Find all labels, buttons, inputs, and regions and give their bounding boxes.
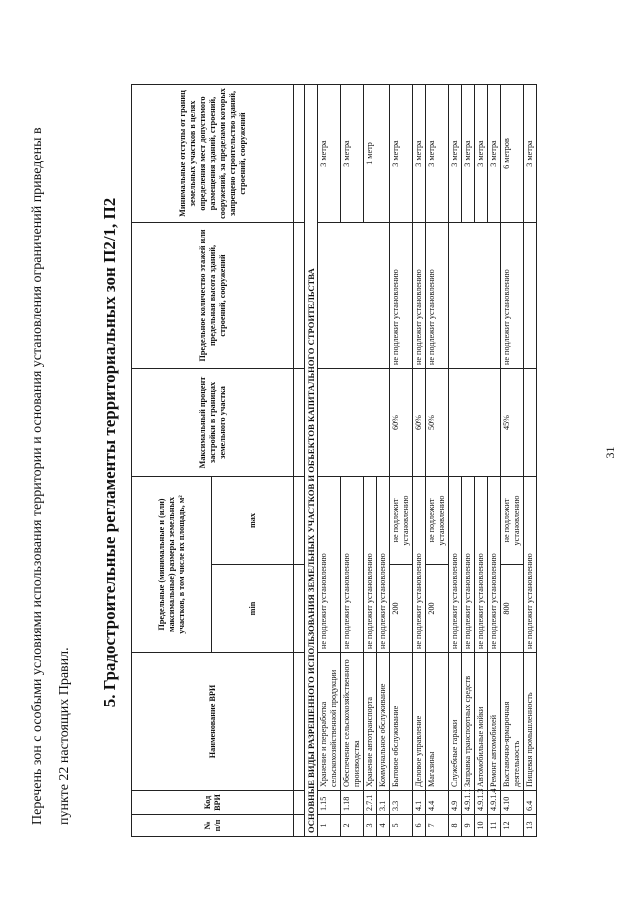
row-name: Пищевая промышленность <box>524 653 537 791</box>
header-floors: Предельное количество этажей или предельная высота зданий, строений, сооружений <box>132 223 294 369</box>
header-percent: Максимальный процент застройки в границах земельного участка <box>132 369 294 477</box>
row-name: Бытовое обслуживание <box>390 653 413 791</box>
row-code: 3.1 <box>377 791 390 815</box>
row-sizes: не подлежит установлению <box>413 477 426 653</box>
row-min: 800 <box>501 565 524 653</box>
row-sizes: не подлежит установлению <box>377 477 390 653</box>
row-code: 3.3 <box>390 791 413 815</box>
row-min: 200 <box>426 565 449 653</box>
row-percent <box>524 369 537 477</box>
row-code: 6.4 <box>524 791 537 815</box>
header-setback: Минимальные отступы от границ земельных участков в целях определения мест допустимого размещения зданий, строений, сооружений, за пределами которых запрещено строительство зданий, строений, сооружений <box>132 85 294 223</box>
row-code: 4.9.1.1 <box>462 791 475 815</box>
table-row <box>318 85 341 837</box>
row-sizes: не подлежит установлению <box>475 477 488 653</box>
row-name: Деловое управление <box>413 653 426 791</box>
row-name: Хранение и переработка сельскохозяйственной продукции <box>318 653 341 791</box>
row-max: не подлежит установлению <box>501 477 524 565</box>
row-setback: 1 метр <box>364 85 390 223</box>
row-percent: 60% <box>413 369 426 477</box>
row-name: Хранение автотранспорта <box>364 653 377 791</box>
section-heading: 5. Градостроительные регламенты территориальных зон П2/1, П2 <box>100 197 119 708</box>
row-floors: не подлежит установлению <box>501 223 524 369</box>
row-setback: 3 метра <box>462 85 475 223</box>
row-floors <box>318 223 390 369</box>
row-code: 4.9.1.3 <box>475 791 488 815</box>
row-setback: 3 метра <box>341 85 364 223</box>
row-code: 4.10 <box>501 791 524 815</box>
row-number: 6 <box>413 815 426 837</box>
table-row <box>413 85 426 837</box>
row-setback: 3 метра <box>524 85 537 223</box>
row-setback: 3 метра <box>426 85 449 223</box>
row-percent: 60% <box>390 369 413 477</box>
row-number: 3 <box>364 815 377 837</box>
row-number: 7 <box>426 815 449 837</box>
row-percent: 50% <box>426 369 449 477</box>
row-code: 4.9 <box>449 791 462 815</box>
row-setback: 3 метра <box>413 85 426 223</box>
row-number: 4 <box>377 815 390 837</box>
page-number: 31 <box>603 446 617 459</box>
row-sizes: не подлежит установлению <box>488 477 501 653</box>
header-code: Код ВРИ <box>132 791 294 815</box>
row-floors: не подлежит установлению <box>426 223 449 369</box>
row-name: Автомобильные мойки <box>475 653 488 791</box>
row-code: 4.1 <box>413 791 426 815</box>
row-code: 4.4 <box>426 791 449 815</box>
row-name: Заправка транспортных средств <box>462 653 475 791</box>
row-number: 12 <box>501 815 524 837</box>
row-min: 200 <box>390 565 413 653</box>
row-number: 10 <box>475 815 488 837</box>
row-sizes: не подлежит установлению <box>524 477 537 653</box>
header-min: min <box>212 565 294 653</box>
row-sizes: не подлежит установлению <box>449 477 462 653</box>
table-row <box>524 85 537 837</box>
row-sizes: не подлежит установлению <box>318 477 341 653</box>
header-max: max <box>212 477 294 565</box>
section-row: ОСНОВНЫЕ ВИДЫ РАЗРЕШЕННОГО ИСПОЛЬЗОВАНИЯ ЗЕМЕЛЬНЫХ УЧАСТКОВ И ОБЪЕКТОВ КАПИТАЛЬНОГО СТРОИТЕЛЬСТВА <box>305 85 318 837</box>
row-setback: 6 метров <box>501 85 524 223</box>
row-number: 1 <box>318 815 341 837</box>
row-percent <box>318 369 390 477</box>
row-code: 4.9.1.4 <box>488 791 501 815</box>
row-setback: 3 метра <box>390 85 413 223</box>
row-code: 1.15 <box>318 791 341 815</box>
table-row <box>426 85 449 837</box>
row-name: Магазины <box>426 653 449 791</box>
row-percent <box>449 369 501 477</box>
row-name: Коммунальное обслуживание <box>377 653 390 791</box>
row-floors: не подлежит установлению <box>390 223 413 369</box>
table-row <box>390 85 413 837</box>
row-sizes: не подлежит установлению <box>364 477 377 653</box>
header-num: № п/п <box>132 815 294 837</box>
table-row <box>449 85 462 837</box>
row-number: 11 <box>488 815 501 837</box>
row-name: Ремонт автомобилей <box>488 653 501 791</box>
row-setback: 3 метра <box>488 85 501 223</box>
row-number: 8 <box>449 815 462 837</box>
intro-paragraph <box>24 95 78 825</box>
row-floors <box>524 223 537 369</box>
regulations-table <box>131 84 537 837</box>
row-number: 5 <box>390 815 413 837</box>
header-sizes: Предельные (минимальные и (или) максимальные) размеры земельных участков, в том числе их площадь, м² <box>132 477 212 653</box>
row-number: 13 <box>524 815 537 837</box>
row-max: не подлежит установлению <box>426 477 449 565</box>
table-row <box>501 85 524 837</box>
row-code: 1.18 <box>341 791 364 815</box>
row-number: 9 <box>462 815 475 837</box>
row-number: 2 <box>341 815 364 837</box>
intro-line: пункте 22 настоящих Правил. <box>57 647 72 825</box>
row-name: Выставочно-ярмарочная деятельность <box>501 653 524 791</box>
row-sizes: не подлежит установлению <box>341 477 364 653</box>
row-percent: 45% <box>501 369 524 477</box>
row-setback: 3 метра <box>318 85 341 223</box>
header-name: Наименование ВРИ <box>132 653 294 791</box>
row-floors: не подлежит установлению <box>413 223 426 369</box>
intro-line: Перечень зон с особыми условиями использования территории и основания установления ограничений приведены в <box>30 127 45 825</box>
row-max: не подлежит установлению <box>390 477 413 565</box>
row-setback: 3 метра <box>449 85 462 223</box>
row-floors <box>449 223 501 369</box>
row-sizes: не подлежит установлению <box>462 477 475 653</box>
row-name: Обеспечение сельскохозяйственного производства <box>341 653 364 791</box>
row-name: Служебные гаражи <box>449 653 462 791</box>
row-code: 2.7.1 <box>364 791 377 815</box>
row-setback: 3 метра <box>475 85 488 223</box>
